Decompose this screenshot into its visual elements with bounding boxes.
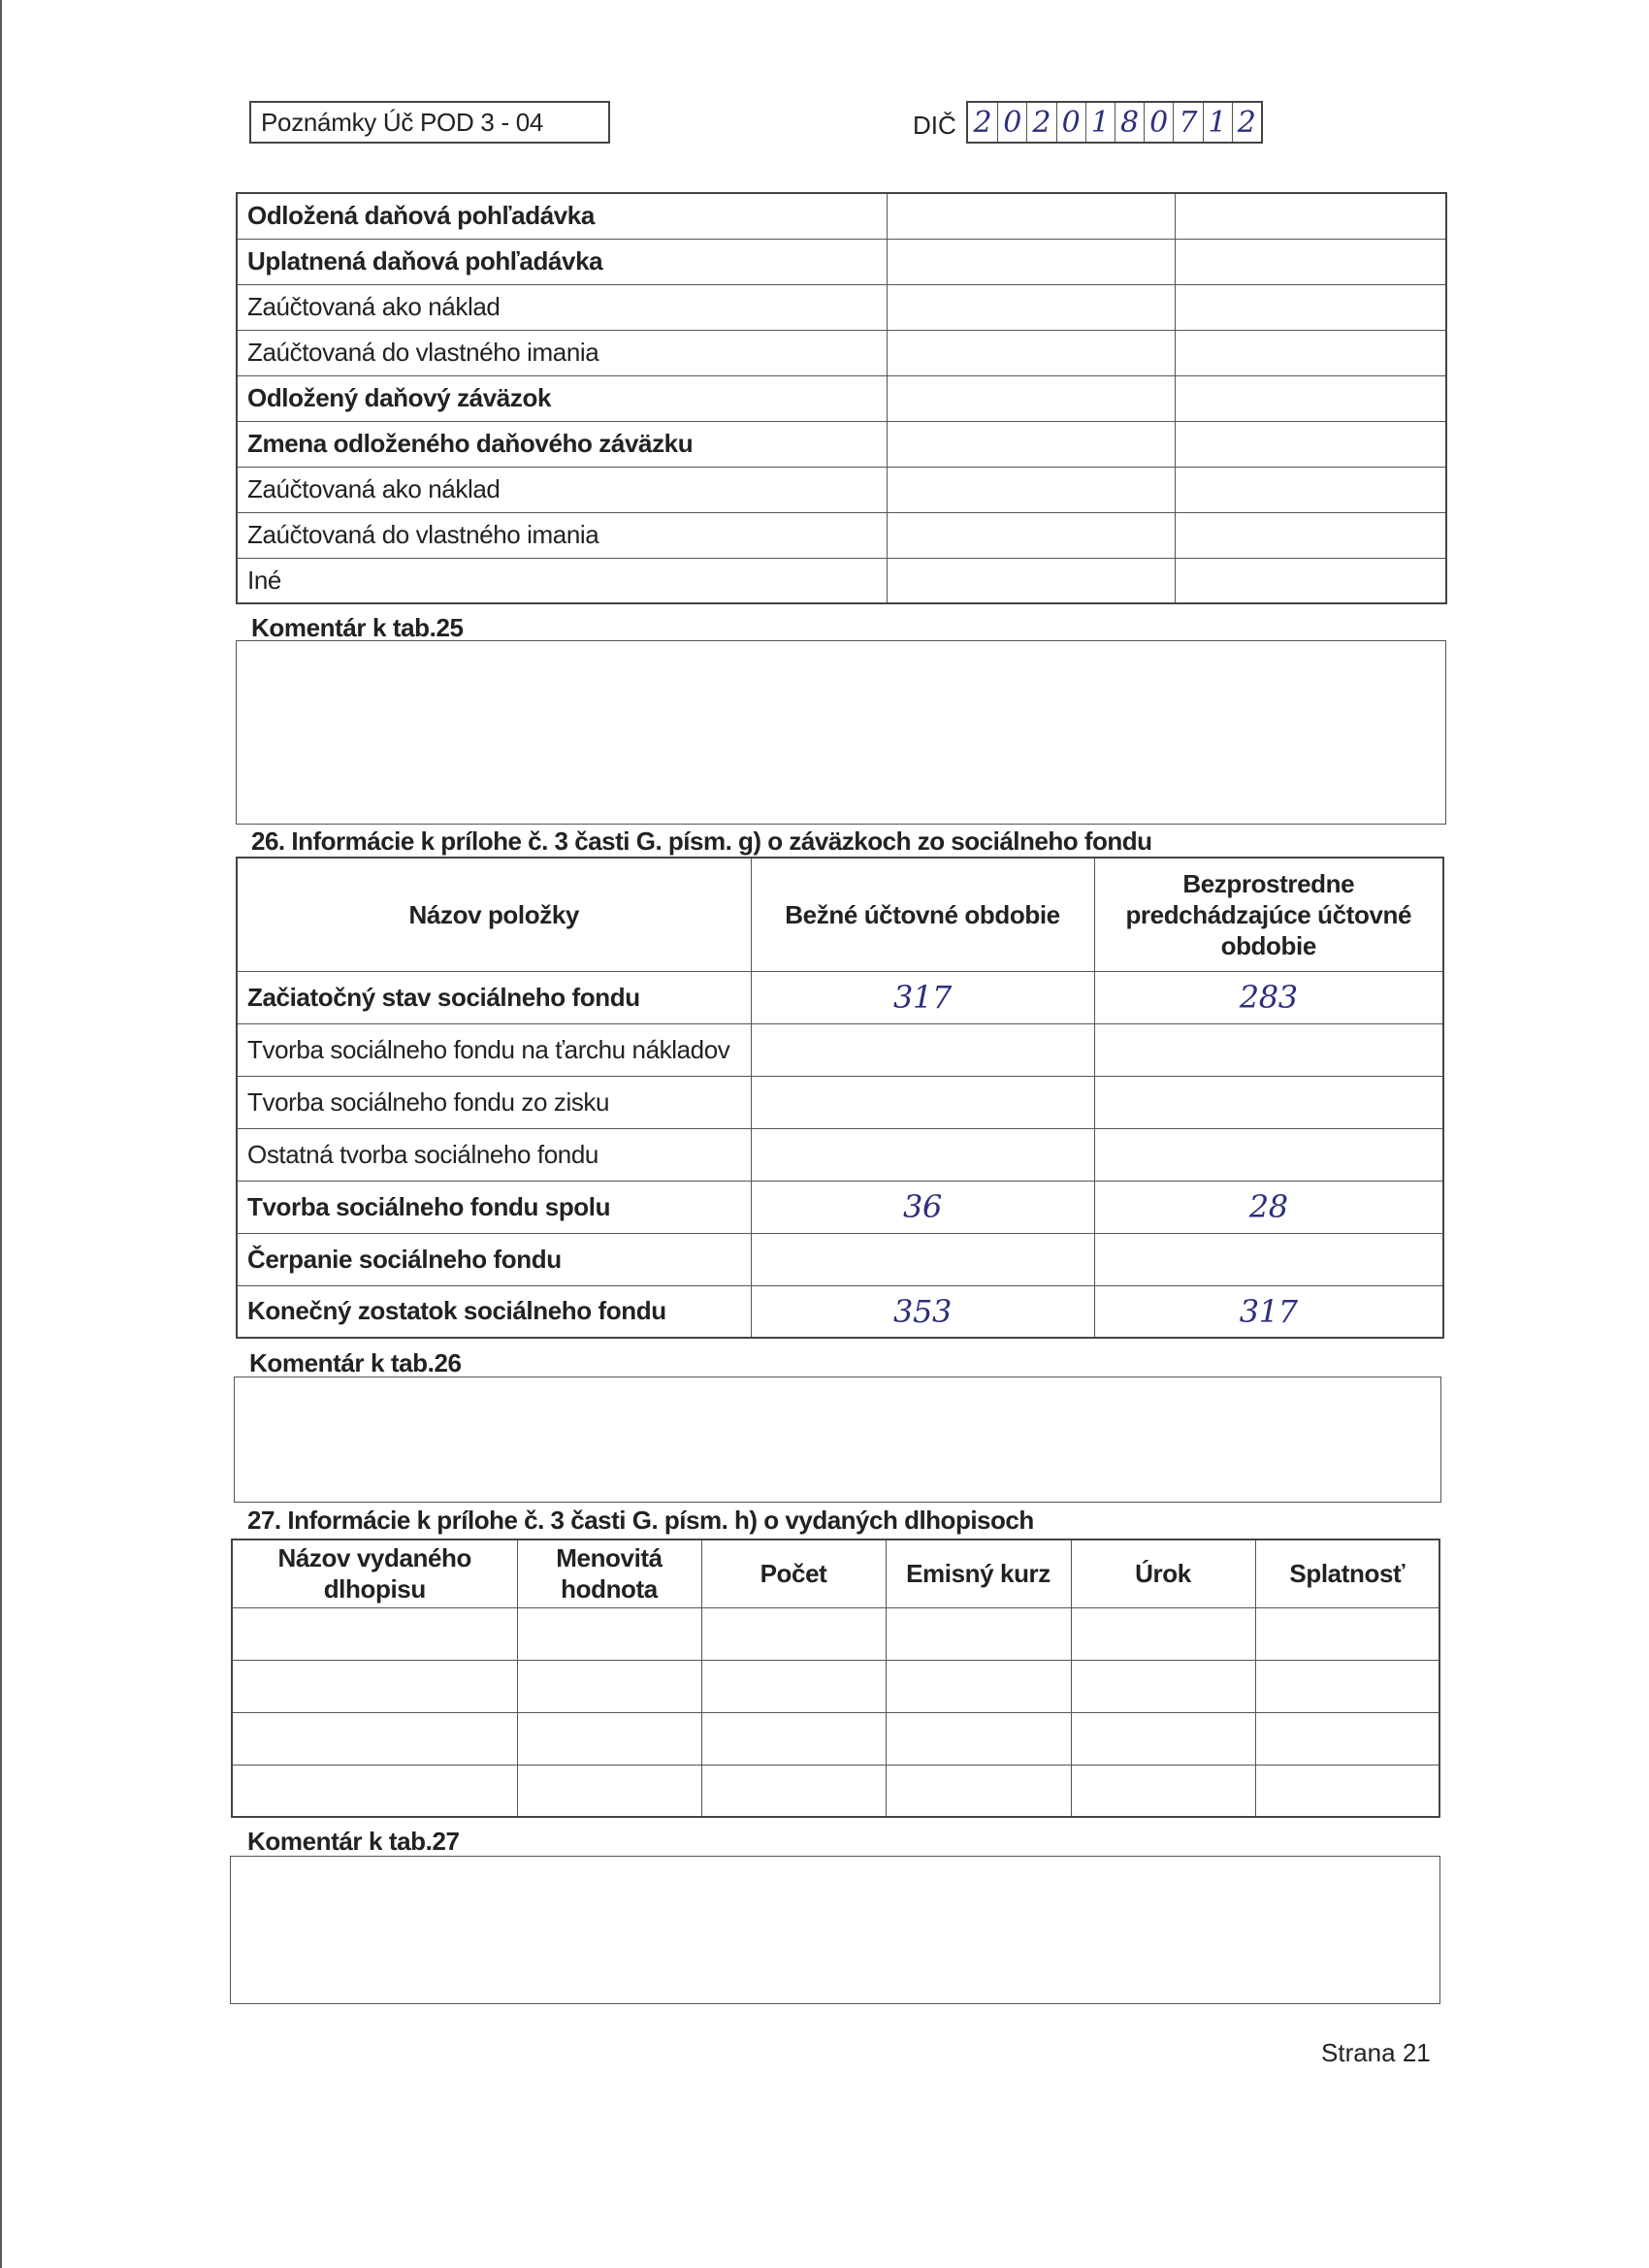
t25-previous-cell[interactable] [1175, 375, 1446, 421]
table-row [237, 558, 1446, 603]
t27-cell[interactable] [886, 1765, 1071, 1817]
dic-digit-box[interactable]: 0 [1144, 103, 1173, 142]
t26-previous-cell[interactable] [1094, 1233, 1443, 1285]
dic-digit-box[interactable]: 2 [1232, 103, 1261, 142]
t25-current-cell[interactable] [887, 330, 1175, 375]
t25-row-label: Zaúčtovaná ako náklad [237, 467, 887, 512]
t26-previous-cell[interactable]: 28 [1094, 1181, 1443, 1233]
table-row [237, 971, 1443, 1023]
t25-row-label: Iné [237, 558, 887, 603]
t27-cell[interactable] [701, 1660, 886, 1712]
t27-header-issue-price: Emisný kurz [886, 1539, 1071, 1607]
t27-cell[interactable] [1071, 1765, 1255, 1817]
t25-previous-cell[interactable] [1175, 421, 1446, 467]
table-row [237, 1076, 1443, 1128]
t27-cell[interactable] [886, 1660, 1071, 1712]
t25-previous-cell[interactable] [1175, 467, 1446, 512]
t27-cell[interactable] [1071, 1712, 1255, 1765]
t25-current-cell[interactable] [887, 284, 1175, 330]
t27-cell[interactable] [517, 1607, 701, 1660]
table-row [237, 1181, 1443, 1233]
form-id-text: Poznámky Úč POD 3 - 04 [261, 107, 544, 137]
t25-row-label: Zmena odloženého daňového záväzku [237, 421, 887, 467]
t27-cell[interactable] [232, 1607, 517, 1660]
comment-box-25[interactable] [236, 640, 1446, 825]
t27-cell[interactable] [701, 1765, 886, 1817]
t27-cell[interactable] [1255, 1660, 1439, 1712]
t26-current-cell[interactable] [751, 1076, 1094, 1128]
t25-previous-cell[interactable] [1175, 330, 1446, 375]
t27-cell[interactable] [517, 1660, 701, 1712]
dic-digit-box[interactable]: 2 [1026, 103, 1055, 142]
t27-header-nominal: Menovitá hodnota [517, 1539, 701, 1607]
t26-row-label: Tvorba sociálneho fondu zo zisku [237, 1076, 751, 1128]
table-row [237, 421, 1446, 467]
t25-current-cell[interactable] [887, 512, 1175, 558]
t25-current-cell[interactable] [887, 467, 1175, 512]
t26-header-current: Bežné účtovné obdobie [751, 858, 1094, 971]
t27-cell[interactable] [886, 1607, 1071, 1660]
t27-cell[interactable] [1071, 1607, 1255, 1660]
t25-current-cell[interactable] [887, 421, 1175, 467]
t26-row-label: Konečný zostatok sociálneho fondu [237, 1285, 751, 1338]
t26-current-cell[interactable] [751, 1128, 1094, 1181]
table-row [237, 1023, 1443, 1076]
t27-cell[interactable] [701, 1607, 886, 1660]
dic-digit-box[interactable]: 8 [1115, 103, 1144, 142]
table-row [232, 1712, 1439, 1765]
t26-row-label: Ostatná tvorba sociálneho fondu [237, 1128, 751, 1181]
t25-row-label: Odložená daňová pohľadávka [237, 193, 887, 239]
t26-previous-cell[interactable]: 283 [1094, 971, 1443, 1023]
t27-cell[interactable] [1255, 1765, 1439, 1817]
t27-header-maturity: Splatnosť [1255, 1539, 1439, 1607]
table-row [237, 1233, 1443, 1285]
comment-box-27[interactable] [230, 1856, 1440, 2004]
table-row [237, 1128, 1443, 1181]
page-number: Strana 21 [1321, 2038, 1431, 2067]
t26-previous-cell[interactable] [1094, 1023, 1443, 1076]
t25-row-label: Zaúčtovaná ako náklad [237, 284, 887, 330]
table-row [232, 1607, 1439, 1660]
table-row [237, 375, 1446, 421]
table-row [232, 1660, 1439, 1712]
scan-edge [0, 0, 2, 2268]
t27-cell[interactable] [1255, 1607, 1439, 1660]
t27-header-interest: Úrok [1071, 1539, 1255, 1607]
comment-title-27: Komentár k tab.27 [247, 1827, 460, 1856]
t25-row-label: Odložený daňový záväzok [237, 375, 887, 421]
t27-cell[interactable] [517, 1712, 701, 1765]
table-27 [231, 1539, 1440, 1818]
t26-row-label: Začiatočný stav sociálneho fondu [237, 971, 751, 1023]
t25-previous-cell[interactable] [1175, 193, 1446, 239]
form-id-box [249, 101, 610, 144]
t26-current-cell[interactable] [751, 1233, 1094, 1285]
dic-digit-box[interactable]: 1 [1085, 103, 1115, 142]
dic-digit-box[interactable]: 0 [997, 103, 1026, 142]
table-row [237, 467, 1446, 512]
table-25 [236, 192, 1447, 604]
t27-header-name: Názov vydaného dlhopisu [232, 1539, 517, 1607]
t26-current-cell[interactable]: 353 [751, 1285, 1094, 1338]
t27-cell[interactable] [1255, 1712, 1439, 1765]
t26-row-label: Tvorba sociálneho fondu na ťarchu nákladov [237, 1023, 751, 1076]
t25-previous-cell[interactable] [1175, 558, 1446, 603]
table-row [232, 1765, 1439, 1817]
t25-previous-cell[interactable] [1175, 239, 1446, 284]
table-row [237, 1285, 1443, 1338]
t27-cell[interactable] [1071, 1660, 1255, 1712]
dic-boxes [966, 101, 1263, 144]
t26-row-label: Čerpanie sociálneho fondu [237, 1233, 751, 1285]
dic-digit-box[interactable]: 7 [1173, 103, 1202, 142]
table-row [237, 284, 1446, 330]
t26-previous-cell[interactable] [1094, 1128, 1443, 1181]
dic-label: DIČ [913, 111, 956, 140]
t26-header-name: Názov položky [237, 858, 751, 971]
t25-row-label: Zaúčtovaná do vlastného imania [237, 330, 887, 375]
t27-cell[interactable] [232, 1660, 517, 1712]
t26-current-cell[interactable]: 317 [751, 971, 1094, 1023]
t27-cell[interactable] [232, 1765, 517, 1817]
comment-box-26[interactable] [234, 1377, 1441, 1503]
t25-current-cell[interactable] [887, 239, 1175, 284]
section-title-26: 26. Informácie k prílohe č. 3 časti G. písm. g) o záväzkoch zo sociálneho fondu [251, 826, 1152, 856]
comment-title-25: Komentár k tab.25 [251, 613, 464, 642]
dic-digit-box[interactable]: 1 [1203, 103, 1232, 142]
t26-previous-cell[interactable] [1094, 1076, 1443, 1128]
t27-cell[interactable] [517, 1765, 701, 1817]
table-row [237, 239, 1446, 284]
t25-row-label: Uplatnená daňová pohľadávka [237, 239, 887, 284]
t25-previous-cell[interactable] [1175, 512, 1446, 558]
t26-current-cell[interactable]: 36 [751, 1181, 1094, 1233]
dic-digit-box[interactable]: 0 [1056, 103, 1085, 142]
t27-cell[interactable] [701, 1712, 886, 1765]
table-26 [236, 857, 1444, 1339]
dic-digit-box[interactable]: 2 [973, 105, 992, 140]
table-row [237, 330, 1446, 375]
t26-row-label: Tvorba sociálneho fondu spolu [237, 1181, 751, 1233]
t27-cell[interactable] [232, 1712, 517, 1765]
table-row [237, 193, 1446, 239]
table-row [237, 512, 1446, 558]
t25-current-cell[interactable] [887, 375, 1175, 421]
t26-header-previous: Bezprostredne predchádzajúce účtovné obdobie [1094, 858, 1443, 971]
t25-previous-cell[interactable] [1175, 284, 1446, 330]
t25-current-cell[interactable] [887, 193, 1175, 239]
t26-previous-cell[interactable]: 317 [1094, 1285, 1443, 1338]
t26-current-cell[interactable] [751, 1023, 1094, 1076]
comment-title-26: Komentár k tab.26 [249, 1348, 462, 1377]
t25-current-cell[interactable] [887, 558, 1175, 603]
t27-header-count: Počet [701, 1539, 886, 1607]
section-title-27: 27. Informácie k prílohe č. 3 časti G. písm. h) o vydaných dlhopisoch [247, 1506, 1034, 1535]
t27-cell[interactable] [886, 1712, 1071, 1765]
t25-row-label: Zaúčtovaná do vlastného imania [237, 512, 887, 558]
